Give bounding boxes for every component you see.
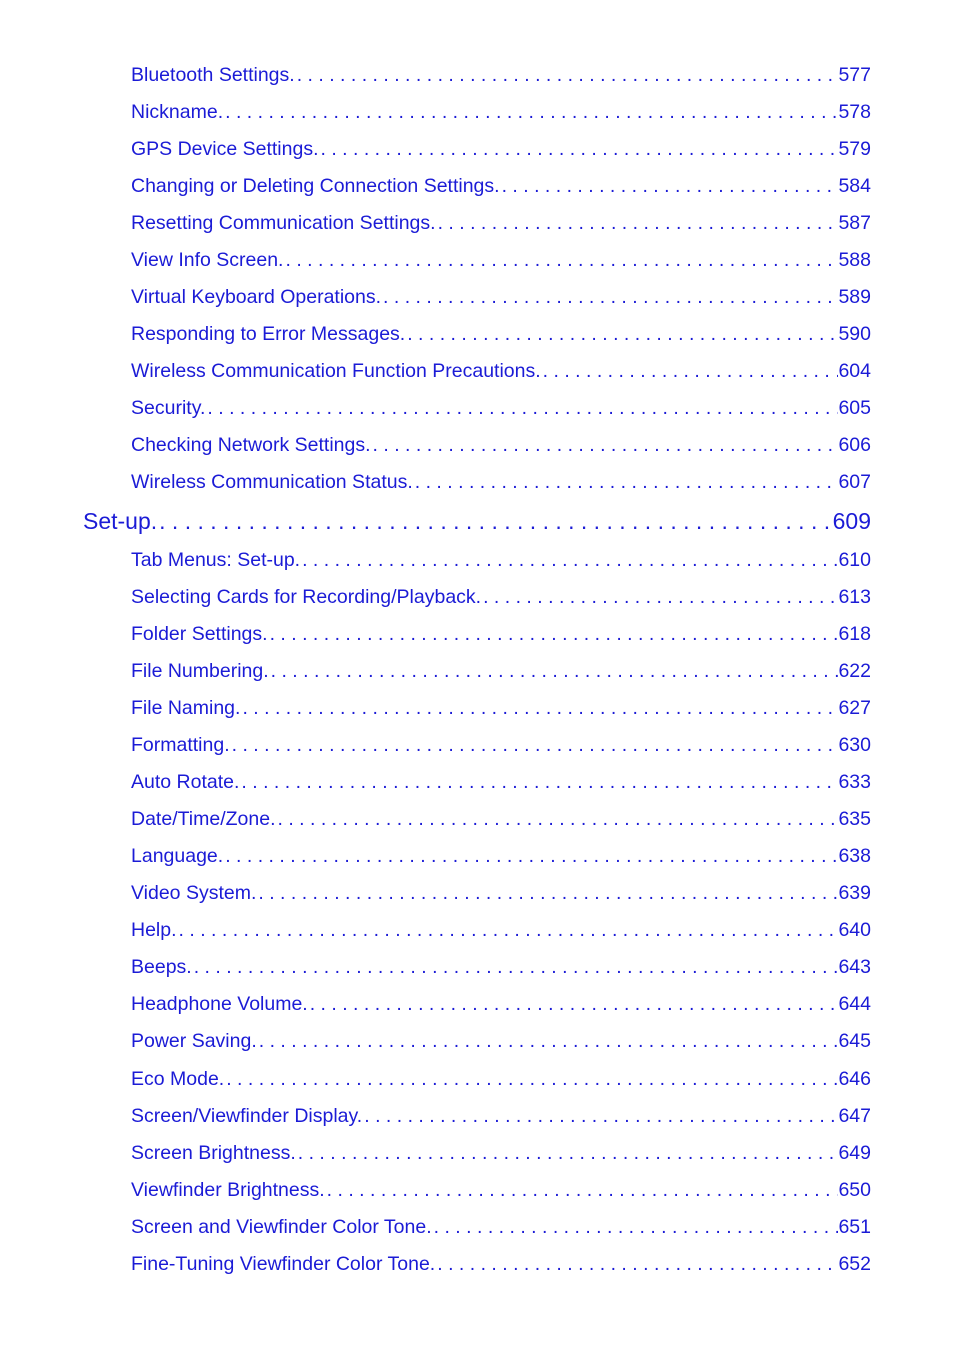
- toc-entry-page-number: 639: [838, 882, 871, 904]
- toc-entry-page-number: 645: [838, 1030, 871, 1052]
- dot-leader: [240, 695, 838, 721]
- toc-entry-page-number: 635: [838, 808, 871, 830]
- dot-leader: [192, 954, 839, 980]
- toc-entry-page-number: 613: [838, 586, 871, 608]
- toc-entry-link[interactable]: [131, 62, 871, 88]
- toc-entry-page-number: 627: [838, 697, 871, 719]
- toc-entry-link[interactable]: [131, 358, 871, 384]
- dot-leader: [500, 173, 839, 199]
- toc-entry-title: Help.: [131, 919, 177, 941]
- toc-entry-page-number: 605: [838, 397, 871, 419]
- toc-entry-title: Security.: [131, 397, 206, 419]
- toc-entry-title: Checking Network Settings.: [131, 434, 371, 456]
- toc-entry-page-number: 633: [838, 771, 871, 793]
- toc-entry-link[interactable]: [131, 284, 871, 310]
- toc-entry-title: Bluetooth Settings.: [131, 64, 295, 86]
- toc-entry-page-number: 649: [838, 1142, 871, 1164]
- toc-entry-link[interactable]: [131, 321, 871, 347]
- dot-leader: [223, 99, 838, 125]
- toc-entry-page-number: 646: [838, 1068, 871, 1090]
- toc-section-link[interactable]: [83, 506, 871, 536]
- toc-entry-title: Folder Settings.: [131, 623, 268, 645]
- toc-entry-link[interactable]: [131, 806, 871, 832]
- toc-entry-title: Date/Time/Zone.: [131, 808, 276, 830]
- dot-leader: [325, 1177, 839, 1203]
- dot-leader: [257, 1028, 839, 1054]
- toc-entry-link[interactable]: [131, 1214, 871, 1240]
- toc-entry-title: Resetting Communication Settings.: [131, 212, 436, 234]
- dot-leader: [296, 1140, 839, 1166]
- toc-entry-title: Responding to Error Messages.: [131, 323, 406, 345]
- toc-entry-page-number: 644: [838, 993, 871, 1015]
- dot-leader: [295, 62, 839, 88]
- toc-entry-link[interactable]: [131, 210, 871, 236]
- toc-entry-link[interactable]: [131, 732, 871, 758]
- toc-entry-page-number: 640: [838, 919, 871, 941]
- toc-entry-link[interactable]: [131, 173, 871, 199]
- toc-entry-link[interactable]: [131, 1177, 871, 1203]
- toc-entry-title: Screen/Viewfinder Display.: [131, 1105, 363, 1127]
- toc-entry-title: File Numbering.: [131, 660, 269, 682]
- toc-entry-page-number: 652: [838, 1253, 871, 1275]
- toc-entry-title: Nickname.: [131, 101, 224, 123]
- toc-entry-link[interactable]: [131, 584, 871, 610]
- dot-leader: [308, 991, 839, 1017]
- toc-entry-title: Language.: [131, 845, 224, 867]
- toc-entry-link[interactable]: [131, 1140, 871, 1166]
- dot-leader: [177, 917, 839, 943]
- toc-entry-title: File Naming.: [131, 697, 241, 719]
- toc-entry-title: Virtual Keyboard Operations.: [131, 286, 382, 308]
- toc-entry-title: Screen Brightness.: [131, 1142, 296, 1164]
- dot-leader: [276, 806, 839, 832]
- toc-entry-link[interactable]: [131, 769, 871, 795]
- dot-leader: [362, 1103, 838, 1129]
- toc-entry-page-number: 609: [832, 508, 871, 534]
- dot-leader: [371, 432, 839, 458]
- dot-leader: [283, 247, 838, 273]
- toc-entry-title: Fine-Tuning Viewfinder Color Tone.: [131, 1253, 436, 1275]
- toc-entry-link[interactable]: [131, 695, 871, 721]
- toc-entry-page-number: 647: [838, 1105, 871, 1127]
- toc-entry-title: Changing or Deleting Connection Settings.: [131, 175, 500, 197]
- toc-entry-link[interactable]: [131, 880, 871, 906]
- toc-entry-link[interactable]: [131, 1028, 871, 1054]
- toc-entry-page-number: 630: [838, 734, 871, 756]
- toc-entry-page-number: 610: [838, 549, 871, 571]
- toc-entry-page-number: 587: [838, 212, 871, 234]
- dot-leader: [319, 136, 839, 162]
- toc-entry-link[interactable]: [131, 954, 871, 980]
- toc-entry-link[interactable]: [131, 991, 871, 1017]
- toc-entry-page-number: 604: [838, 360, 871, 382]
- dot-leader: [269, 658, 839, 684]
- toc-entry-title: Selecting Cards for Recording/Playback.: [131, 586, 482, 608]
- toc-entry-title: Auto Rotate.: [131, 771, 240, 793]
- dot-leader: [436, 210, 839, 236]
- toc-entry-link[interactable]: [131, 1066, 871, 1092]
- toc-entry-link[interactable]: [131, 917, 871, 943]
- toc-entry-title: Headphone Volume.: [131, 993, 308, 1015]
- toc-entry-title: Wireless Communication Status.: [131, 471, 413, 493]
- dot-leader: [405, 321, 838, 347]
- toc-entry-page-number: 618: [838, 623, 871, 645]
- dot-leader: [157, 506, 832, 536]
- dot-leader: [239, 769, 838, 795]
- toc-entry-title: Screen and Viewfinder Color Tone.: [131, 1216, 432, 1238]
- toc-entry-page-number: 584: [838, 175, 871, 197]
- dot-leader: [224, 1066, 838, 1092]
- toc-entry-link[interactable]: [131, 432, 871, 458]
- toc-entry-page-number: 578: [838, 101, 871, 123]
- dot-leader: [223, 843, 838, 869]
- toc-entry-page-number: 622: [838, 660, 871, 682]
- toc-entry-title: Viewfinder Brightness.: [131, 1179, 325, 1201]
- toc-entry-page-number: 638: [838, 845, 871, 867]
- toc-entry-link[interactable]: [131, 469, 871, 495]
- toc-entry-link[interactable]: [131, 658, 871, 684]
- toc-entry-title: GPS Device Settings.: [131, 138, 319, 160]
- toc-entry-page-number: 606: [838, 434, 871, 456]
- toc-entry-title: Beeps.: [131, 956, 192, 978]
- toc-entry-title: Set-up.: [83, 508, 158, 534]
- toc-entry-page-number: 579: [838, 138, 871, 160]
- dot-leader: [435, 1251, 838, 1277]
- toc-entry-page-number: 650: [838, 1179, 871, 1201]
- toc-entry-link[interactable]: [131, 843, 871, 869]
- toc-entry-title: Wireless Communication Function Precautions.: [131, 360, 541, 382]
- toc-entry-title: Formatting.: [131, 734, 230, 756]
- toc-entry-link[interactable]: [131, 99, 871, 125]
- toc-entry-link[interactable]: [131, 395, 871, 421]
- toc-entry-page-number: 588: [838, 249, 871, 271]
- toc-entry-title: Tab Menus: Set-up.: [131, 549, 301, 571]
- dot-leader: [300, 547, 838, 573]
- toc-entry-title: Power Saving.: [131, 1030, 257, 1052]
- toc-entry-link[interactable]: [131, 1103, 871, 1129]
- toc-entry-link[interactable]: [131, 547, 871, 573]
- toc-entry-title: Video System.: [131, 882, 257, 904]
- toc-entry-page-number: 607: [838, 471, 871, 493]
- dot-leader: [256, 880, 838, 906]
- dot-leader: [481, 584, 838, 610]
- dot-leader: [230, 732, 839, 758]
- toc-entry-title: Eco Mode.: [131, 1068, 225, 1090]
- toc-entry-page-number: 589: [838, 286, 871, 308]
- toc-entry-page-number: 590: [838, 323, 871, 345]
- toc-entry-link[interactable]: [131, 1251, 871, 1277]
- dot-leader: [268, 621, 839, 647]
- toc-entry-page-number: 643: [838, 956, 871, 978]
- toc-entry-page-number: 577: [838, 64, 871, 86]
- dot-leader: [381, 284, 838, 310]
- dot-leader: [432, 1214, 839, 1240]
- toc-entry-link[interactable]: [131, 621, 871, 647]
- dot-leader: [413, 469, 839, 495]
- toc-entry-link[interactable]: [131, 136, 871, 162]
- dot-leader: [205, 395, 838, 421]
- toc-entry-page-number: 651: [838, 1216, 871, 1238]
- dot-leader: [541, 358, 839, 384]
- toc-entry-title: View Info Screen.: [131, 249, 284, 271]
- toc-entry-link[interactable]: [131, 247, 871, 273]
